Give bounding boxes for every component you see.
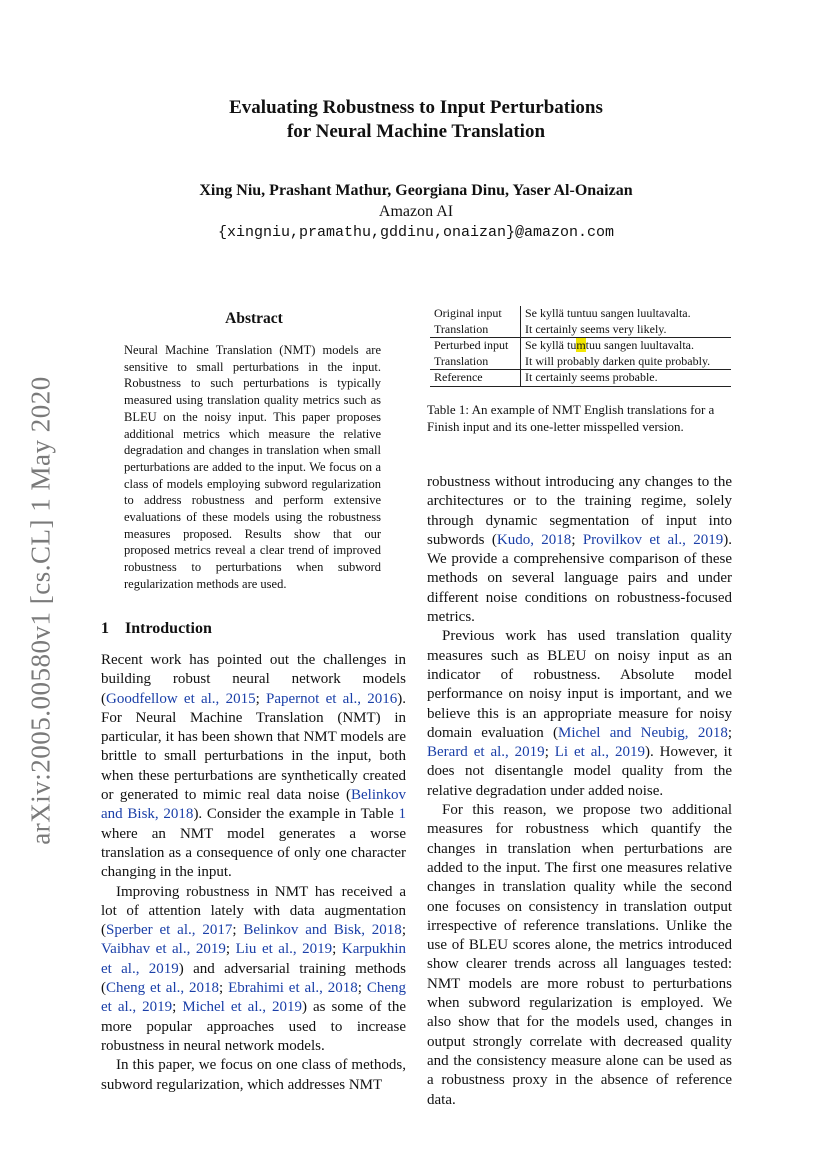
table-row: [430, 322, 731, 338]
body-text: ;: [225, 941, 236, 958]
citation-link[interactable]: Michel et al., 2019: [182, 999, 303, 1016]
table-cell-key: Original input: [430, 306, 521, 322]
body-text: ;: [332, 941, 342, 958]
citation-link[interactable]: Ebrahimi et al., 2018: [228, 980, 358, 997]
citation-link[interactable]: Kudo, 2018: [496, 531, 572, 548]
author-block: [100, 180, 732, 243]
citation-link[interactable]: Berard et al., 2019: [427, 744, 545, 761]
citation-link[interactable]: Li et al., 2019: [554, 744, 645, 761]
table-row: [430, 306, 731, 322]
title-line-2: for Neural Machine Translation: [286, 121, 546, 142]
body-text: robustness without introducing any changes to the architectures or to the training regime, solely through dynamic segmentation of input into subwords (: [427, 474, 732, 548]
affiliation: Amazon AI: [378, 203, 454, 220]
body-text: ). We provide a comprehensive comparison of these methods on several language pairs and under different noise conditions on robustness-focused metrics.: [427, 531, 732, 626]
citation-link[interactable]: Michel and Neubig, 2018: [557, 724, 728, 741]
body-text: ;: [571, 531, 583, 548]
author-names: Xing Niu, Prashant Mathur, Georgiana Dinu, Yaser Al-Onaizan: [199, 182, 633, 199]
body-text: ). Consider the example in Table: [193, 806, 399, 823]
paragraph: [427, 627, 732, 801]
section-heading: [101, 620, 212, 638]
body-text: In this paper, we focus on one class of methods, subword regularization, which addresses NMT: [101, 1057, 406, 1093]
citation-link[interactable]: Papernot et al., 2016: [266, 690, 398, 707]
citation-link[interactable]: Vaibhav et al., 2019: [101, 941, 226, 958]
body-text: ;: [357, 980, 367, 997]
citation-link[interactable]: 1: [398, 806, 406, 823]
body-text: ;: [401, 922, 406, 939]
arxiv-id-text: arXiv:2005.00580v1 [cs.CL] 1 May 2020: [25, 375, 56, 845]
paragraph: [101, 651, 406, 883]
table-cell-value: It certainly seems very likely.: [525, 321, 667, 336]
paragraph: [427, 473, 732, 627]
table-row: [430, 354, 731, 370]
table-cell-value: [521, 338, 732, 354]
table-cell-key: Translation: [430, 354, 521, 370]
perturbed-text-before: Se kyllä tu: [525, 338, 577, 352]
title-line-1: Evaluating Robustness to Input Perturbations: [229, 97, 603, 118]
left-column: [101, 651, 406, 1095]
body-text: ;: [255, 690, 267, 707]
section-number: 1: [101, 620, 109, 637]
arxiv-identifier: [22, 360, 60, 860]
citation-link[interactable]: Liu et al., 2019: [235, 941, 333, 958]
paragraph: [101, 1056, 406, 1095]
citation-link[interactable]: Belinkov and Bisk, 2018: [101, 787, 406, 823]
body-text: ;: [232, 922, 244, 939]
section-title: Introduction: [125, 620, 212, 637]
body-text: ;: [544, 744, 555, 761]
body-text: Previous work has used translation quality measures such as BLEU on noisy input as an indicator of robustness. Absolute model performance on noisy input is important, and we believe this is an appropriate measure for noisy domain evaluation (: [427, 628, 732, 741]
perturbation-highlight: m: [576, 338, 586, 352]
table-cell-key: Perturbed input: [430, 338, 521, 354]
table-cell-value: Se kyllä tuntuu sangen luultavalta.: [525, 306, 691, 320]
citation-link[interactable]: Belinkov and Bisk, 2018: [243, 922, 402, 939]
abstract-text: Neural Machine Translation (NMT) models are sensitive to small perturbations in the input. Robustness to such perturbations is typically measured using translation quality metrics such as BLEU on the noisy input. This paper proposes additional metrics which measure the relative degradation and changes in translation when small perturbations are added to the input. We focus on a class of models employing subword regularization to address robustness and perform extensive evaluations of these models using the robustness measures proposed. Results show that our proposed metrics reveal a clear trend of improved robustness to perturbations when subword regularization methods are used.: [124, 343, 381, 591]
right-column: [427, 473, 732, 1110]
citation-link[interactable]: Cheng et al., 2019: [101, 980, 407, 1016]
table-cell-key: Translation: [430, 322, 521, 338]
table-row: [430, 370, 731, 387]
paragraph: [101, 883, 406, 1057]
body-text: For this reason, we propose two additional measures for robustness which quantify the changes in translation when perturbations are added to the input. The first one measures relative changes in translation quality while the second one focuses on consistency in translation output irrespective of reference translations. Unlike the use of BLEU scores alone, the metrics introduced show clearer trends across all languages tested: NMT models are more robust to perturbations when subword regularization is employed. We also show that for the models used, changes in output strongly correlate with decreased quality and the consistency measure alone can be used as a robustness proxy in the absence of reference data.: [427, 802, 732, 1108]
paragraph: [427, 801, 732, 1110]
author-emails: {xingniu,pramathu,gddinu,onaizan}@amazon.com: [217, 224, 615, 241]
body-text: Recent work has pointed out the challenges in building robust neural network models (: [101, 652, 406, 707]
paper-title: [100, 96, 732, 144]
table-1: [430, 306, 731, 387]
body-text: ) and adversarial training methods (: [101, 960, 406, 997]
body-text: ;: [727, 724, 732, 741]
table-cell-value: It certainly seems probable.: [521, 370, 732, 387]
body-text: where an NMT model generates a worse translation as a consequence of only one character changing in the input.: [101, 825, 406, 881]
table-1-caption: Table 1: An example of NMT English translations for a Finish input and its one-letter misspelled version.: [427, 402, 715, 434]
body-text: ;: [172, 999, 183, 1016]
body-text: ). However, it does not disentangle model quality from the relative degradation under added noise.: [427, 744, 732, 799]
body-text: ) as some of the more popular approaches used to increase robustness in neural network models.: [101, 999, 407, 1054]
body-text: ). For Neural Machine Translation (NMT) in particular, it has been shown that NMT models are brittle to small perturbations in the input, both when these perturbations are synthetically created or generated to mimic real data noise (: [101, 690, 406, 804]
citation-link[interactable]: Sperber et al., 2017: [106, 922, 233, 939]
perturbed-text-after: tuu sangen luultavalta.: [585, 338, 694, 352]
body-text: Improving robustness in NMT has received a lot of attention lately with data augmentation (: [101, 883, 406, 939]
citation-link[interactable]: Cheng et al., 2018: [106, 980, 220, 997]
citation-link[interactable]: Goodfellow et al., 2015: [106, 690, 256, 707]
citation-link[interactable]: Provilkov et al., 2019: [582, 531, 724, 548]
abstract-heading: Abstract: [225, 310, 283, 327]
table-row: [430, 338, 731, 354]
citation-link[interactable]: Karpukhin et al., 2019: [101, 941, 407, 977]
table-cell-value: It will probably darken quite probably.: [525, 353, 711, 368]
body-text: ;: [219, 980, 229, 997]
table-cell-key: Reference: [430, 370, 521, 387]
